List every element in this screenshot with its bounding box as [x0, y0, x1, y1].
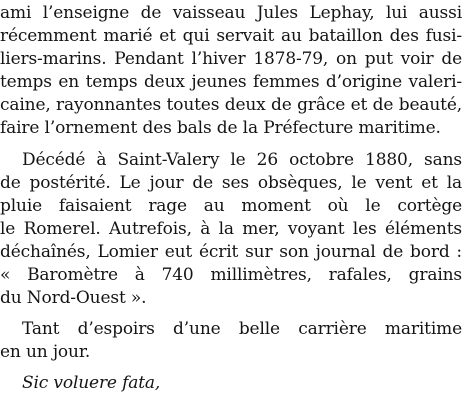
text-line-4: temps en temps deux jeunes femmes d’origine valeri-: [0, 72, 462, 92]
text-line-14: Tant d’espoirs d’une belle carrière maritime: [22, 319, 462, 339]
text-line-6: faire l’ornement des bals de la Préfecture maritime.: [0, 118, 441, 138]
text-line-15: en un jour.: [0, 342, 91, 362]
text-line-16: Sic voluere fata,: [22, 373, 161, 393]
text-line-3: liers-marins. Pendant l’hiver 1878-79, on put voir de: [0, 49, 462, 69]
text-line-10: le Romerel. Autrefois, à la mer, voyant les éléments: [0, 219, 462, 239]
text-line-9: pluie faisaient rage au moment où le cortège: [0, 196, 462, 216]
text-line-11: déchaînés, Lomier eut écrit sur son journal de bord :: [0, 242, 462, 262]
text-line-12: « Baromètre à 740 millimètres, rafales, grains: [0, 265, 462, 285]
text-line-2: récemment marié et qui servait au bataillon des fusi-: [0, 26, 462, 46]
text-line-13: du Nord-Ouest ».: [0, 288, 147, 308]
text-line-1: ami l’enseigne de vaisseau Jules Lephay, lui aussi: [0, 3, 462, 23]
text-line-7: Décédé à Saint-Valery le 26 octobre 1880, sans: [22, 150, 462, 170]
text-line-5: caine, rayonnantes toutes deux de grâce et de beauté,: [0, 95, 462, 115]
text-line-8: de postérité. Le jour de ses obsèques, le vent et la: [0, 173, 462, 193]
